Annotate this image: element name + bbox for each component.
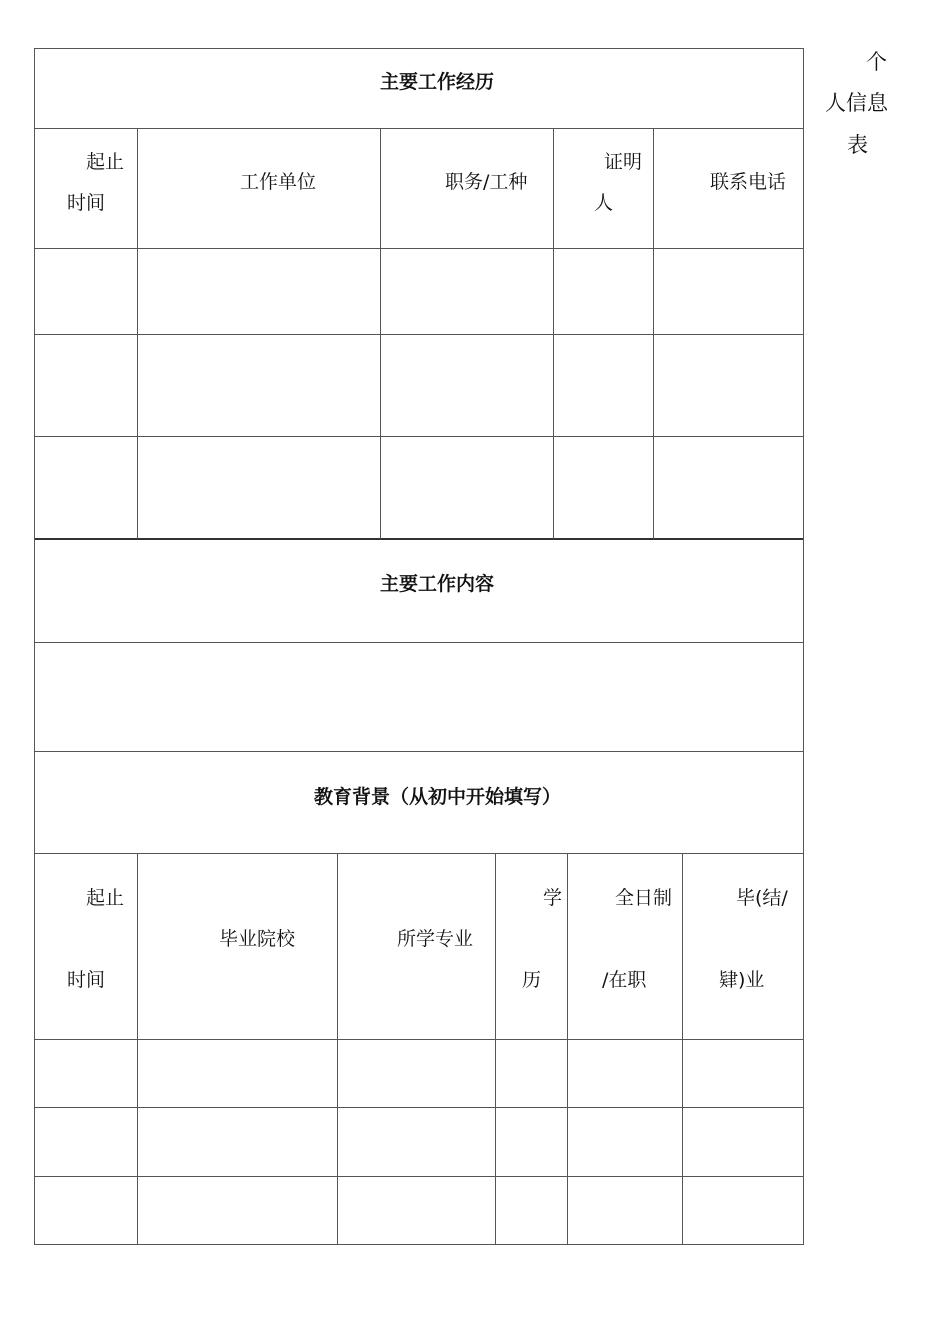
row-divider xyxy=(35,1176,803,1177)
row-divider xyxy=(35,334,803,335)
side-title-line-1: 个 xyxy=(866,50,887,74)
work-section-title: 主要工作经历 xyxy=(380,71,495,93)
edu-col-time-line-2: 时间 xyxy=(67,969,106,991)
education-section-title: 教育背景（从初中开始填写） xyxy=(314,786,562,808)
row-divider xyxy=(35,436,803,437)
section-divider xyxy=(35,538,803,540)
resume-form-table xyxy=(34,48,804,1245)
edu-col-status-line-1: 毕(结/ xyxy=(736,887,788,909)
side-title-line-2: 人信息 xyxy=(825,91,888,115)
edu-col-mode-line-1: 全日制 xyxy=(615,887,673,909)
edu-col-school: 毕业院校 xyxy=(219,928,296,950)
edu-col-major: 所学专业 xyxy=(397,928,474,950)
work-col-unit: 工作单位 xyxy=(240,171,317,193)
side-title-line-3: 表 xyxy=(847,133,868,157)
edu-col-status-line-2: 肄)业 xyxy=(719,969,765,991)
row-divider xyxy=(35,1107,803,1108)
row-divider xyxy=(35,128,803,129)
col-divider xyxy=(337,854,338,1245)
edu-col-degree-line-2: 历 xyxy=(522,969,542,991)
row-divider xyxy=(35,751,803,752)
col-divider xyxy=(653,129,654,539)
edu-col-mode-line-2: /在职 xyxy=(602,969,647,991)
col-divider xyxy=(567,854,568,1245)
col-divider xyxy=(380,129,381,539)
col-divider xyxy=(553,129,554,539)
col-divider xyxy=(495,854,496,1245)
work-col-time-line-1: 起止 xyxy=(86,151,125,173)
edu-col-time-line-1: 起止 xyxy=(86,887,125,909)
row-divider xyxy=(35,853,803,854)
col-divider xyxy=(137,129,138,539)
content-section-title: 主要工作内容 xyxy=(380,573,495,595)
col-divider xyxy=(682,854,683,1245)
col-divider xyxy=(137,854,138,1245)
row-divider xyxy=(35,248,803,249)
edu-col-degree-line-1: 学 xyxy=(543,887,563,909)
row-divider xyxy=(35,1039,803,1040)
work-col-witness-line-1: 证明 xyxy=(604,151,643,173)
work-col-witness-line-2: 人 xyxy=(594,192,614,214)
work-col-phone: 联系电话 xyxy=(710,171,787,193)
work-col-position: 职务/工种 xyxy=(445,171,528,193)
work-col-time-line-2: 时间 xyxy=(67,192,106,214)
row-divider xyxy=(35,642,803,643)
